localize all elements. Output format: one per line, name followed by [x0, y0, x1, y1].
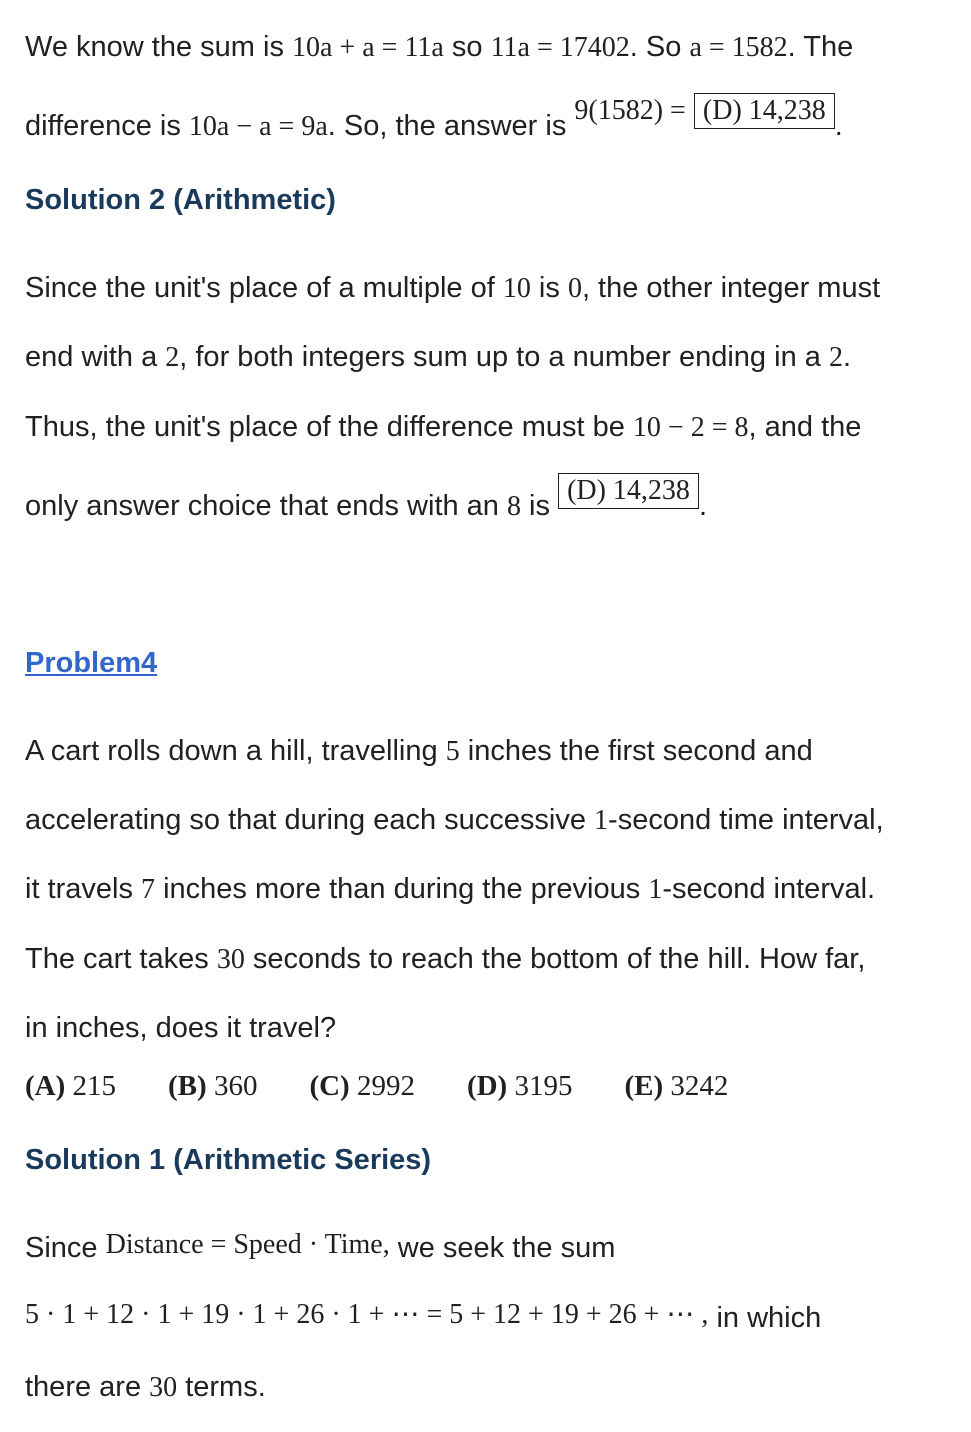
- problem-4-link[interactable]: Problem4: [25, 647, 158, 679]
- text: in which: [708, 1302, 822, 1334]
- text: , for both integers sum up to a number ending in a: [179, 341, 829, 373]
- math: a = 1582: [689, 32, 788, 63]
- text: Thus, the unit's place of the difference must be: [25, 411, 633, 443]
- text: Since: [25, 1232, 106, 1264]
- math: Distance = Speed · Time,: [105, 1229, 390, 1260]
- text: -second interval.: [662, 873, 876, 905]
- text: difference is: [25, 110, 189, 142]
- text: inches the first second and: [459, 735, 813, 767]
- solution-text-line: [25, 337, 851, 378]
- text: it travels: [25, 873, 142, 905]
- choice-value: 3195: [514, 1070, 573, 1102]
- text: only answer choice that ends with an: [25, 490, 507, 522]
- answer-choice: [624, 1070, 728, 1103]
- answer-choices: [25, 1070, 780, 1103]
- choice-value: 215: [72, 1070, 117, 1102]
- math: 9(1582) =: [574, 95, 686, 126]
- text: is: [521, 490, 559, 522]
- text: , and the: [748, 411, 862, 443]
- choice-letter: (C): [309, 1070, 350, 1102]
- solution-text-line: [25, 1298, 821, 1339]
- math: 1: [594, 805, 609, 836]
- choice-value: 2992: [356, 1070, 415, 1102]
- math: 7: [141, 874, 156, 905]
- text: -second time interval,: [608, 804, 884, 836]
- math: 5 · 1 + 12 · 1 + 19 · 1 + 26 · 1 + ⋯ = 5 + 12 + 19 + 26 + ⋯ ,: [25, 1299, 709, 1330]
- text: terms.: [177, 1371, 266, 1403]
- math: 30: [216, 944, 245, 975]
- choice-letter: (A): [25, 1070, 66, 1102]
- math: 10a + a = 11a: [292, 32, 444, 63]
- answer-choice: [168, 1070, 257, 1103]
- text: there are: [25, 1371, 150, 1403]
- solution-text-line: [25, 475, 707, 527]
- choice-letter: (D): [466, 1070, 508, 1102]
- math: 5: [445, 736, 460, 767]
- text: in inches, does it travel?: [25, 1012, 337, 1044]
- problem-text-line: [25, 800, 884, 841]
- text: .: [698, 490, 707, 522]
- problem-text-line: [25, 869, 875, 910]
- text: is: [530, 272, 568, 304]
- text: end with a: [25, 341, 166, 373]
- text: seconds to reach the bottom of the hill. How far,: [244, 943, 866, 975]
- text: A cart rolls down a hill, travelling: [25, 735, 446, 767]
- problem-text-line: [25, 1008, 336, 1048]
- boxed-answer: (D) 14,238: [558, 473, 699, 509]
- choice-letter: (B): [168, 1070, 207, 1102]
- text: The cart takes: [25, 943, 217, 975]
- text: accelerating so that during each successive: [25, 804, 595, 836]
- solution-text-line: [25, 1367, 266, 1408]
- math: 30: [149, 1372, 178, 1403]
- solution-text-line: [25, 407, 861, 448]
- text: , the other integer must: [581, 272, 881, 304]
- math: 11a = 17402: [490, 32, 630, 63]
- math: 2: [165, 342, 180, 373]
- solution-text-line: [25, 27, 853, 68]
- choice-value: 360: [213, 1070, 258, 1102]
- problem-text-line: [25, 731, 813, 772]
- answer-choice: [309, 1070, 415, 1103]
- math: 10: [502, 273, 531, 304]
- text: we seek the sum: [389, 1232, 616, 1264]
- text: . So, the answer is: [327, 110, 575, 142]
- boxed-answer: (D) 14,238: [694, 93, 835, 129]
- text: We know the sum is: [25, 31, 293, 63]
- math: 10a − a = 9a: [188, 111, 328, 142]
- math: 1: [648, 874, 663, 905]
- solution-1-heading: Solution 1 (Arithmetic Series): [25, 1144, 432, 1176]
- solution-2-heading: Solution 2 (Arithmetic): [25, 184, 336, 216]
- solution-text-line: [25, 268, 880, 309]
- text: .: [842, 341, 851, 373]
- text: . So: [629, 31, 690, 63]
- text: so: [443, 31, 491, 63]
- solution-text-line: [25, 1228, 615, 1269]
- math: 0: [567, 273, 582, 304]
- solution-text-line: [25, 95, 843, 147]
- text: Since the unit's place of a multiple of: [25, 272, 503, 304]
- text: inches more than during the previous: [155, 873, 649, 905]
- answer-choice: [467, 1070, 573, 1103]
- math: 2: [828, 342, 843, 373]
- choice-value: 3242: [670, 1070, 729, 1102]
- problem-text-line: [25, 939, 865, 980]
- math: 8: [507, 491, 521, 522]
- text: .: [834, 110, 843, 142]
- text: . The: [787, 31, 854, 63]
- choice-letter: (E): [624, 1070, 664, 1102]
- math: 10 − 2 = 8: [632, 412, 749, 443]
- answer-choice: [25, 1070, 116, 1103]
